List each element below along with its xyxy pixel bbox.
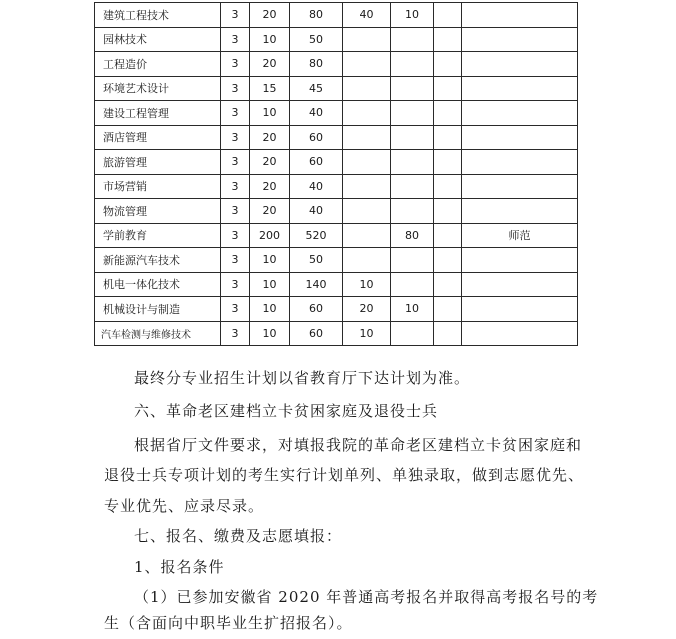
remark-cell [462,52,578,77]
count-cell: 15 [250,76,290,101]
duration-cell: 3 [221,272,250,297]
count-cell: 80 [290,3,343,28]
count-cell [343,101,391,126]
remark-cell [462,101,578,126]
major-name-cell: 工程造价 [95,52,221,77]
count-cell: 10 [250,297,290,322]
count-cell: 20 [250,150,290,175]
duration-cell: 3 [221,223,250,248]
section-heading-seven: 七、报名、缴费及志愿填报： [134,527,343,545]
major-name-cell: 汽车检测与维修技术 [95,321,221,346]
count-cell [391,248,434,273]
major-name-cell: 建筑工程技术 [95,3,221,28]
count-cell [434,101,462,126]
duration-cell: 3 [221,297,250,322]
count-cell: 45 [290,76,343,101]
duration-cell: 3 [221,125,250,150]
count-cell: 10 [250,248,290,273]
remark-cell [462,297,578,322]
count-cell: 10 [250,27,290,52]
count-cell: 20 [250,3,290,28]
table-row [95,150,578,175]
major-name-cell: 新能源汽车技术 [95,248,221,273]
paragraph-line: 专业优先、应录尽录。 [104,497,265,515]
duration-cell: 3 [221,27,250,52]
count-cell [434,223,462,248]
count-cell [391,125,434,150]
major-name-cell: 环境艺术设计 [95,76,221,101]
count-cell [434,174,462,199]
duration-cell: 3 [221,76,250,101]
duration-cell: 3 [221,52,250,77]
duration-cell: 3 [221,199,250,224]
count-cell [343,27,391,52]
count-cell [434,125,462,150]
count-cell: 10 [343,272,391,297]
table-row [95,174,578,199]
duration-cell: 3 [221,248,250,273]
major-name-cell: 机电一体化技术 [95,272,221,297]
count-cell [391,321,434,346]
major-name-cell: 机械设计与制造 [95,297,221,322]
remark-cell [462,76,578,101]
major-name-cell: 旅游管理 [95,150,221,175]
remark-cell [462,150,578,175]
count-cell [391,199,434,224]
paragraph-line: （1）已参加安徽省 2020 年普通高考报名并取得高考报名号的考 [134,588,599,606]
major-name-cell: 市场营销 [95,174,221,199]
table-row [95,272,578,297]
remark-cell [462,125,578,150]
count-cell [434,199,462,224]
count-cell [434,321,462,346]
table-row [95,321,578,346]
count-cell: 80 [391,223,434,248]
count-cell [343,76,391,101]
count-cell [434,27,462,52]
count-cell: 10 [391,297,434,322]
major-name-cell: 酒店管理 [95,125,221,150]
paragraph-plan-note: 最终分专业招生计划以省教育厅下达计划为准。 [134,369,471,387]
count-cell: 60 [290,297,343,322]
count-cell [343,248,391,273]
table-row [95,199,578,224]
count-cell: 40 [290,199,343,224]
remark-cell [462,272,578,297]
count-cell [434,297,462,322]
count-cell: 140 [290,272,343,297]
count-cell [343,125,391,150]
count-cell [391,27,434,52]
count-cell: 40 [290,174,343,199]
major-name-cell: 学前教育 [95,223,221,248]
major-name-cell: 物流管理 [95,199,221,224]
count-cell: 50 [290,27,343,52]
major-name-cell: 园林技术 [95,27,221,52]
count-cell: 40 [343,3,391,28]
duration-cell: 3 [221,101,250,126]
count-cell [434,3,462,28]
count-cell [391,150,434,175]
remark-cell [462,321,578,346]
count-cell: 60 [290,321,343,346]
subsection-heading: 1、报名条件 [134,558,225,576]
remark-cell [462,3,578,28]
count-cell [343,174,391,199]
section-heading-six: 六、革命老区建档立卡贫困家庭及退役士兵 [134,402,439,420]
count-cell [434,52,462,77]
remark-cell [462,248,578,273]
count-cell: 40 [290,101,343,126]
count-cell: 20 [250,125,290,150]
count-cell [391,52,434,77]
count-cell: 10 [343,321,391,346]
count-cell: 20 [250,199,290,224]
count-cell: 60 [290,125,343,150]
paragraph-line: 退役士兵专项计划的考生实行计划单列、单独录取，做到志愿优先、 [104,466,585,484]
table-body [95,3,578,346]
remark-cell [462,174,578,199]
count-cell [391,174,434,199]
count-cell: 80 [290,52,343,77]
count-cell: 60 [290,150,343,175]
table-row [95,76,578,101]
count-cell: 200 [250,223,290,248]
table-row [95,52,578,77]
count-cell [434,76,462,101]
duration-cell: 3 [221,321,250,346]
table-row [95,3,578,28]
table-row [95,27,578,52]
count-cell [391,101,434,126]
count-cell: 520 [290,223,343,248]
table-row [95,125,578,150]
paragraph-line: 根据省厅文件要求，对填报我院的革命老区建档立卡贫困家庭和 [134,436,583,454]
remark-cell [462,27,578,52]
count-cell [343,150,391,175]
duration-cell: 3 [221,174,250,199]
count-cell: 20 [343,297,391,322]
count-cell: 20 [250,52,290,77]
table-row [95,223,578,248]
duration-cell: 3 [221,150,250,175]
count-cell [434,272,462,297]
table-row [95,297,578,322]
count-cell: 50 [290,248,343,273]
count-cell [391,76,434,101]
count-cell [391,272,434,297]
major-name-cell: 建设工程管理 [95,101,221,126]
count-cell [343,199,391,224]
count-cell [343,223,391,248]
paragraph-line: 生（含面向中职毕业生扩招报名）。 [104,614,353,632]
count-cell: 10 [250,272,290,297]
enrollment-plan-table [94,2,578,346]
count-cell: 10 [391,3,434,28]
count-cell [434,248,462,273]
count-cell: 10 [250,321,290,346]
remark-cell: 师范 [462,223,578,248]
table-row [95,101,578,126]
count-cell [343,52,391,77]
count-cell: 10 [250,101,290,126]
table-row [95,248,578,273]
count-cell: 20 [250,174,290,199]
remark-cell [462,199,578,224]
duration-cell: 3 [221,3,250,28]
count-cell [434,150,462,175]
